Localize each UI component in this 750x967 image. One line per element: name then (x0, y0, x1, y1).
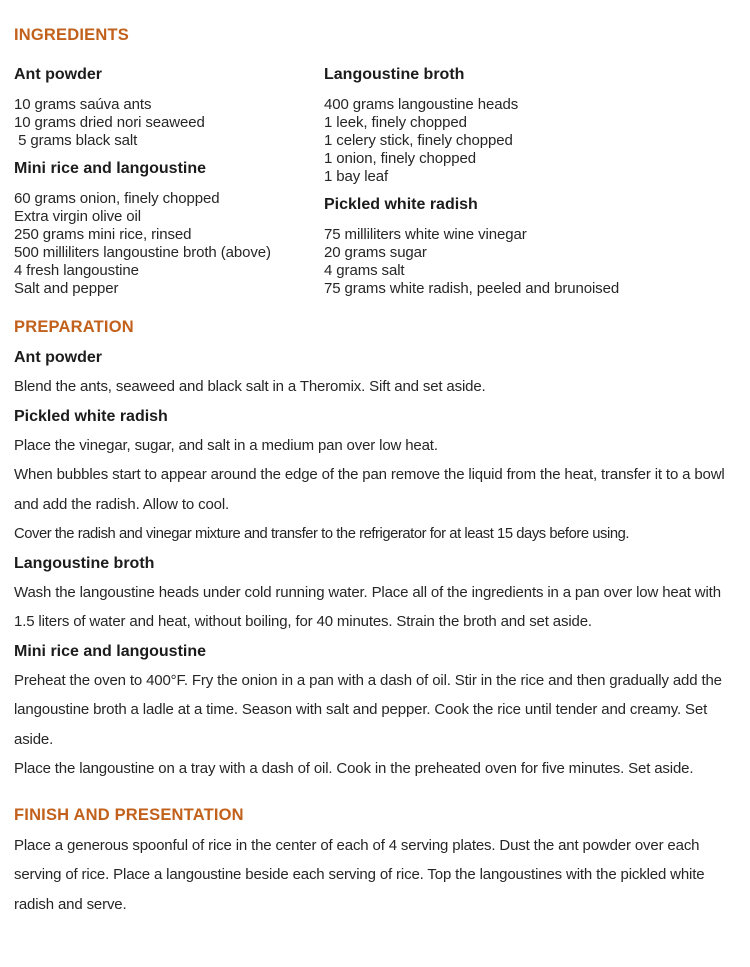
ingredient-item: 1 bay leaf (324, 168, 389, 185)
finish-paragraph: Place a generous spoonful of rice in the center of each of 4 serving plates. Dust the ant powder over each serving of rice. Place a langoustine beside each serving of rice. Top the langoustines with the pickled white radish and serve. (14, 836, 705, 913)
preparation-step-mini-rice (14, 637, 736, 784)
ingredient-item: 20 grams sugar (324, 244, 427, 261)
step-paragraph: Place the langoustine on a tray with a dash of oil. Cook in the preheated oven for five minutes. Set aside. (14, 760, 694, 777)
ingredient-item: 10 grams dried nori seaweed (14, 114, 205, 131)
ingredient-item: 1 onion, finely chopped (324, 150, 476, 167)
step-title: Mini rice and langoustine (14, 642, 207, 660)
step-title: Pickled white radish (14, 407, 168, 425)
finish-heading: FINISH AND PRESENTATION (14, 805, 244, 824)
preparation-heading: PREPARATION (14, 318, 134, 336)
step-title: Ant powder (14, 349, 102, 366)
ingredient-group-ant-powder (14, 66, 324, 150)
ingredient-group-title: Ant powder (14, 66, 102, 83)
ingredients-heading: INGREDIENTS (14, 26, 129, 44)
ingredient-item: 500 milliliters langoustine broth (above) (14, 244, 271, 261)
ingredient-item: 250 grams mini rice, rinsed (14, 226, 192, 243)
ingredient-item: 1 leek, finely chopped (324, 114, 467, 131)
step-paragraph: When bubbles start to appear around the edge of the pan remove the liquid from the heat, transfer it to a bowl and add the radish. Allow to cool. (14, 466, 725, 513)
ingredients-column-left (14, 56, 324, 298)
ingredient-group-mini-rice (14, 160, 324, 298)
ingredient-group-pickled-radish (324, 196, 736, 298)
step-paragraph: Cover the radish and vinegar mixture and transfer to the refrigerator for at least 15 days before using. (14, 525, 630, 542)
ingredient-item: 4 fresh langoustine (14, 262, 139, 279)
preparation-step-ant-powder (14, 343, 736, 402)
preparation-step-pickled-radish (14, 402, 736, 549)
ingredients-column-right (324, 56, 736, 298)
ingredient-item: 400 grams langoustine heads (324, 96, 519, 113)
ingredient-item: 75 grams white radish, peeled and brunoised (324, 280, 620, 297)
step-paragraph: Place the vinegar, sugar, and salt in a medium pan over low heat. (14, 436, 438, 454)
ingredient-item: 5 grams black salt (14, 132, 138, 149)
ingredient-item: 4 grams salt (324, 262, 405, 279)
step-title: Langoustine broth (14, 554, 155, 572)
ingredient-item: 60 grams onion, finely chopped (14, 190, 220, 207)
ingredient-item: Extra virgin olive oil (14, 208, 142, 225)
ingredient-item: 10 grams saúva ants (14, 96, 152, 113)
step-paragraph: Preheat the oven to 400°F. Fry the onion in a pan with a dash of oil. Stir in the rice and then gradually add the langoustine broth a ladle at a time. Season with salt and pepper. Cook the rice until tender and creamy. Set aside. (14, 671, 722, 748)
ingredient-item: 1 celery stick, finely chopped (324, 132, 513, 149)
preparation-step-langoustine-broth (14, 549, 736, 637)
ingredients-columns (14, 56, 736, 298)
ingredient-item: 75 milliliters white wine vinegar (324, 226, 527, 243)
ingredient-group-title: Pickled white radish (324, 196, 478, 213)
ingredient-item: Salt and pepper (14, 280, 119, 297)
ingredient-group-title: Mini rice and langoustine (14, 160, 207, 177)
step-paragraph: Blend the ants, seaweed and black salt in a Theromix. Sift and set aside. (14, 378, 486, 395)
ingredient-group-title: Langoustine broth (324, 66, 465, 83)
step-paragraph: Wash the langoustine heads under cold running water. Place all of the ingredients in a pan over low heat with 1.5 liters of water and heat, without boiling, for 40 minutes. Strain the broth and set aside. (14, 583, 721, 630)
ingredient-group-langoustine-broth (324, 66, 736, 186)
